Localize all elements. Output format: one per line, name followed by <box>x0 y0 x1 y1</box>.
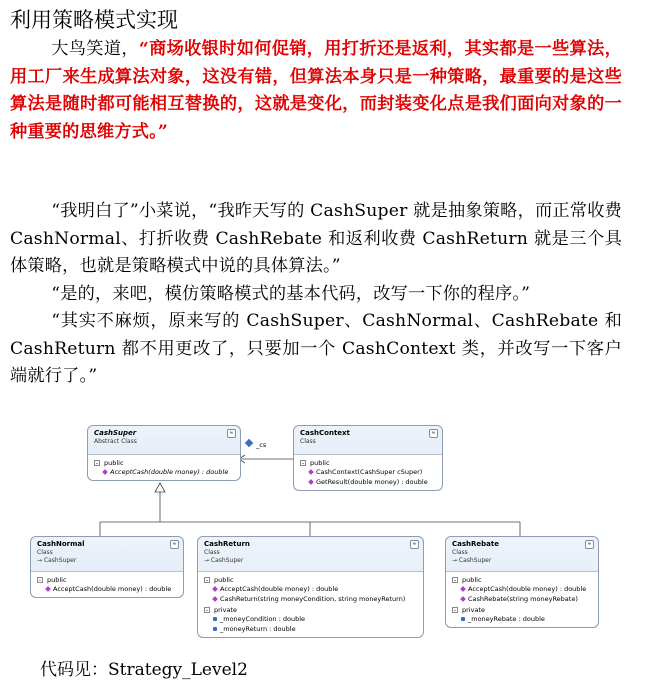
class-stereotype: Class <box>300 438 316 445</box>
class-stereotype: Class <box>204 549 220 556</box>
collapse-icon[interactable]: ≈ <box>170 540 179 549</box>
private-section-label: private <box>462 606 485 614</box>
private-section-label: private <box>214 606 237 614</box>
method-item: AcceptCash(double money) : double <box>37 584 177 594</box>
public-section-label: public <box>462 576 482 584</box>
collapse-icon[interactable]: ≈ <box>585 540 594 549</box>
class-name: CashReturn <box>204 540 250 548</box>
class-parent: → CashSuper <box>204 557 244 564</box>
method-item: AcceptCash(double money) : double <box>452 584 592 594</box>
highlighted-quote: “商场收银时如何促销，用打折还是返利，其实都是一些算法，用工厂来生成算法对象，这没有错，但算法本身只是一种策略，最重要的是这些算法是随时都可能相互替换的，这就是变化，而封装变化点是我们面向对象的一种重要的思维方式。” <box>10 39 622 142</box>
class-name: CashContext <box>300 429 350 437</box>
inheritance-arrowhead <box>155 483 165 492</box>
class-stereotype: Class <box>452 549 468 556</box>
public-section-label: public <box>47 576 67 584</box>
method-item: AcceptCash(double money) : double <box>94 467 234 477</box>
speaker-text: 大鸟笑道， <box>51 39 139 59</box>
public-section-label: public <box>310 459 330 467</box>
public-section-label: public <box>214 576 234 584</box>
section-heading: 利用策略模式实现 <box>10 8 178 32</box>
class-name: CashNormal <box>37 540 85 548</box>
class-cashcontext: ≈ CashContext Class - public CashContext(CashSuper cSuper) GetResult(double money) : double <box>293 425 443 491</box>
method-item: CashRebate(string moneyRebate) <box>452 594 592 604</box>
collapse-icon[interactable]: ≈ <box>410 540 419 549</box>
field-item: _moneyCondition : double <box>204 614 417 624</box>
field-item: _moneyRebate : double <box>452 614 592 624</box>
method-item: CashReturn(string moneyCondition, string moneyReturn) <box>204 594 417 604</box>
code-reference: 代码见：Strategy_Level2 <box>40 660 248 680</box>
public-section-label: public <box>104 459 124 467</box>
class-stereotype: Class <box>37 549 53 556</box>
class-stereotype: Abstract Class <box>94 438 137 445</box>
class-cashrebate: ≈ CashRebate Class → CashSuper - public AcceptCash(double money) : double CashRebate(string moneyRebate) - private _moneyRebate : double <box>445 536 599 628</box>
collapse-icon[interactable]: ≈ <box>227 429 236 438</box>
method-item: AcceptCash(double money) : double <box>204 584 417 594</box>
association-label: _cs <box>256 441 267 449</box>
field-item: _moneyReturn : double <box>204 624 417 634</box>
method-item: GetResult(double money) : double <box>300 477 436 487</box>
collapse-icon[interactable]: ≈ <box>429 429 438 438</box>
method-item: CashContext(CashSuper cSuper) <box>300 467 436 477</box>
paragraph-dialogue-4: “其实不麻烦，原来写的 CashSuper、CashNormal、CashRebate 和 CashReturn 都不用更改了，只要加一个 CashContext 类，并改写一下客户端就行了。” <box>10 311 622 386</box>
class-name: CashSuper <box>94 429 137 437</box>
class-parent: → CashSuper <box>37 557 77 564</box>
paragraph-dialogue-3: “是的，来吧，模仿策略模式的基本代码，改写一下你的程序。” <box>51 284 531 304</box>
class-cashnormal: ≈ CashNormal Class → CashSuper - public AcceptCash(double money) : double <box>30 536 184 598</box>
class-cashreturn: ≈ CashReturn Class → CashSuper - public AcceptCash(double money) : double CashReturn(string moneyCondition, string moneyReturn) - private _moneyCondition : double _moneyReturn : double <box>197 536 424 638</box>
field-icon <box>245 439 253 447</box>
class-name: CashRebate <box>452 540 499 548</box>
class-parent: → CashSuper <box>452 557 492 564</box>
paragraph-dialogue-2: “我明白了”小菜说，“我昨天写的 CashSuper 就是抽象策略，而正常收费 CashNormal、打折收费 CashRebate 和返利收费 CashReturn 就是三个具体策略，也就是策略模式中说的具体算法。” <box>10 201 622 276</box>
class-cashsuper: ≈ CashSuper Abstract Class - public AcceptCash(double money) : double <box>87 425 241 481</box>
